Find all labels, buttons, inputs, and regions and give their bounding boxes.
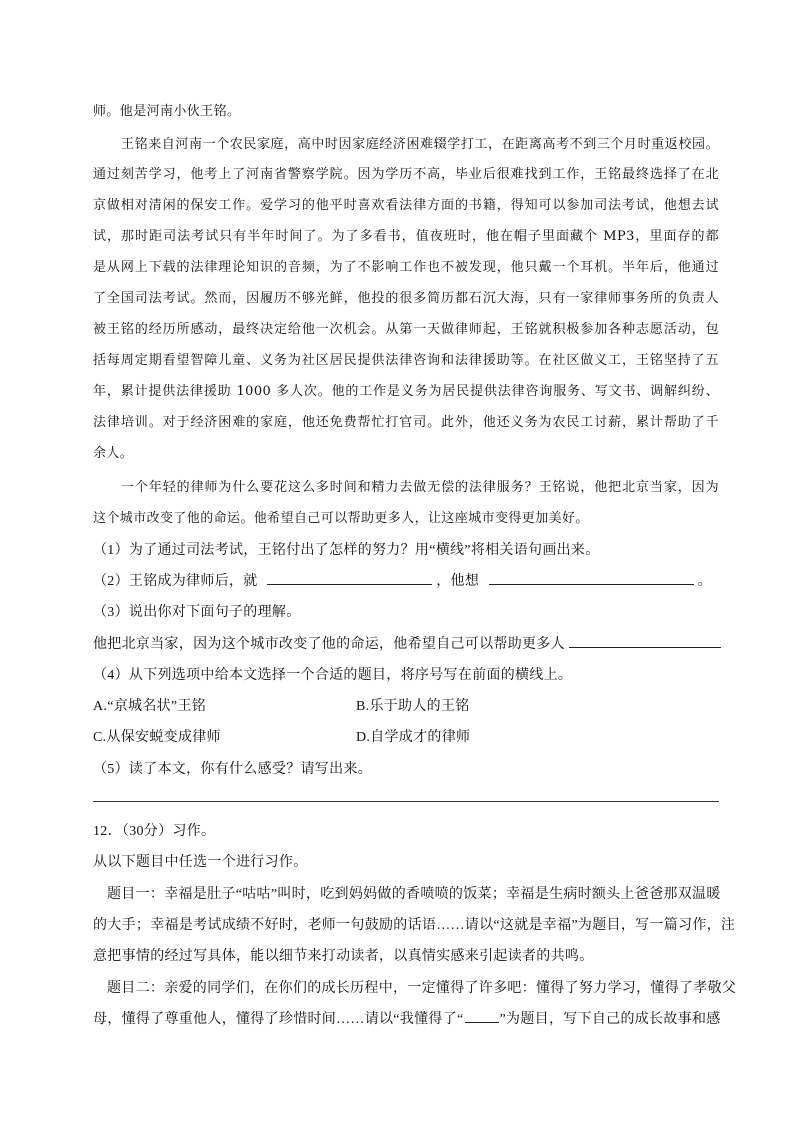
passage-line: 一个年轻的律师为什么要花这么多时间和精力去做无偿的法律服务？王铭说，他把北京当家，因为 [121,480,719,495]
option-a: A.“京城名状”王铭 [93,699,207,714]
question-3-sentence-row [93,633,719,653]
topic-2-line-with-blank [93,1008,719,1028]
question-3: （3）说出你对下面句子的理解。 [93,605,301,620]
answer-blank[interactable] [267,572,432,585]
question-2-part-a: （2）王铭成为律师后，就 [93,574,258,589]
option-b: B.乐于助人的王铭 [356,699,470,714]
passage-line: 试，那时距司法考试只有半年时间了。为了多看书，值夜班时，他在帽子里面藏个 MP3，里面存的都 [93,229,719,244]
question-4: （4）从下列选项中给本文选择一个合适的题目，将序号写在前面的横线上。 [93,668,573,683]
answer-line[interactable] [93,801,719,802]
question-5: （5）读了本文，你有什么感受？请写出来。 [93,762,372,777]
question-2-part-b: ，他想 [436,574,480,589]
question-2 [93,570,719,590]
answer-blank[interactable] [489,572,694,585]
passage-line: 师。他是河南小伙王铭。 [93,104,241,119]
passage-line: 这个城市改变了他的命运。他希望自己可以帮助更多人，让这座城市变得更加美好。 [93,511,589,526]
title-blank[interactable] [465,1010,499,1023]
passage-line: 年，累计提供法律援助 1000 多人次。他的工作是义务为居民提供法律咨询服务、写文书、调解纠纷、 [93,384,719,399]
passage-line: 王铭来自河南一个农民家庭，高中时因家庭经济困难辍学打工，在距离高考不到三个月时重返校园。 [121,137,719,152]
passage-line: 了全国司法考试。然而，因履历不够光鲜，他投的很多简历都石沉大海，只有一家律师事务所的负责人 [93,291,719,306]
question-2-part-c: 。 [697,574,713,589]
topic-2-text-b: ”为题目，写下自己的成长故事和感 [499,1012,721,1027]
topic-2-text-a: 母，懂得了尊重他人，懂得了珍惜时间……请以“我懂得了“ [93,1012,464,1027]
option-d: D.自学成才的律师 [356,730,471,745]
question-1: （1）为了通过司法考试，王铭付出了怎样的努力？用“横线”将相关语句画出来。 [93,543,600,558]
topic-2-line: 题目二：亲爱的同学们，在你们的成长历程中，一定懂得了许多吧：懂得了努力学习，懂得了孝敬父 [107,981,737,996]
topic-1-line: 意把事情的经过写具体，能以细节来打动读者，以真情实感来引起读者的共鸣。 [93,949,594,964]
passage-line: 法律培训。对于经济困难的家庭，他还免费帮忙打官司。此外，他还义务为农民工讨薪，累计帮助了千 [93,415,719,430]
passage-line: 余人。 [93,446,134,461]
option-c: C.从保安蜕变成律师 [93,730,221,745]
composition-instruction: 从以下题目中任选一个进行习作。 [93,855,308,870]
answer-blank[interactable] [569,635,721,648]
question-3-sentence: 他把北京当家，因为这个城市改变了他的命运，他希望自己可以帮助更多人 [93,637,565,652]
passage-line: 被王铭的经历所感动，最终决定给他一次机会。从第一天做律师起，王铭就积极参加各种志愿活动，包 [93,322,719,337]
composition-heading: 12．（30分）习作。 [93,824,216,839]
topic-1-line: 题目一：幸福是肚子“咕咕”叫时，吃到妈妈做的香喷喷的饭菜；幸福是生病时额头上爸爸那双温暖 [107,887,721,902]
topic-1-line: 的大手；幸福是考试成绩不好时，老师一句鼓励的话语……请以“这就是幸福”为题目，写一篇习作，注 [93,918,736,933]
passage-line: 是从网上下载的法律理论知识的音频，为了不影响工作也不被发现，他只戴一个耳机。半年后，他通过 [93,260,719,275]
passage-line: 通过刻苦学习，他考上了河南省警察学院。因为学历不高，毕业后很难找到工作，王铭最终选择了在北 [93,167,719,182]
passage-line: 京做相对清闲的保安工作。爱学习的他平时喜欢看法律方面的书籍，得知可以参加司法考试，他想去试 [93,198,719,213]
passage-line: 括每周定期看望智障儿童、义务为社区居民提供法律咨询和法律援助等。在社区做义工，王铭坚持了五 [93,353,719,368]
